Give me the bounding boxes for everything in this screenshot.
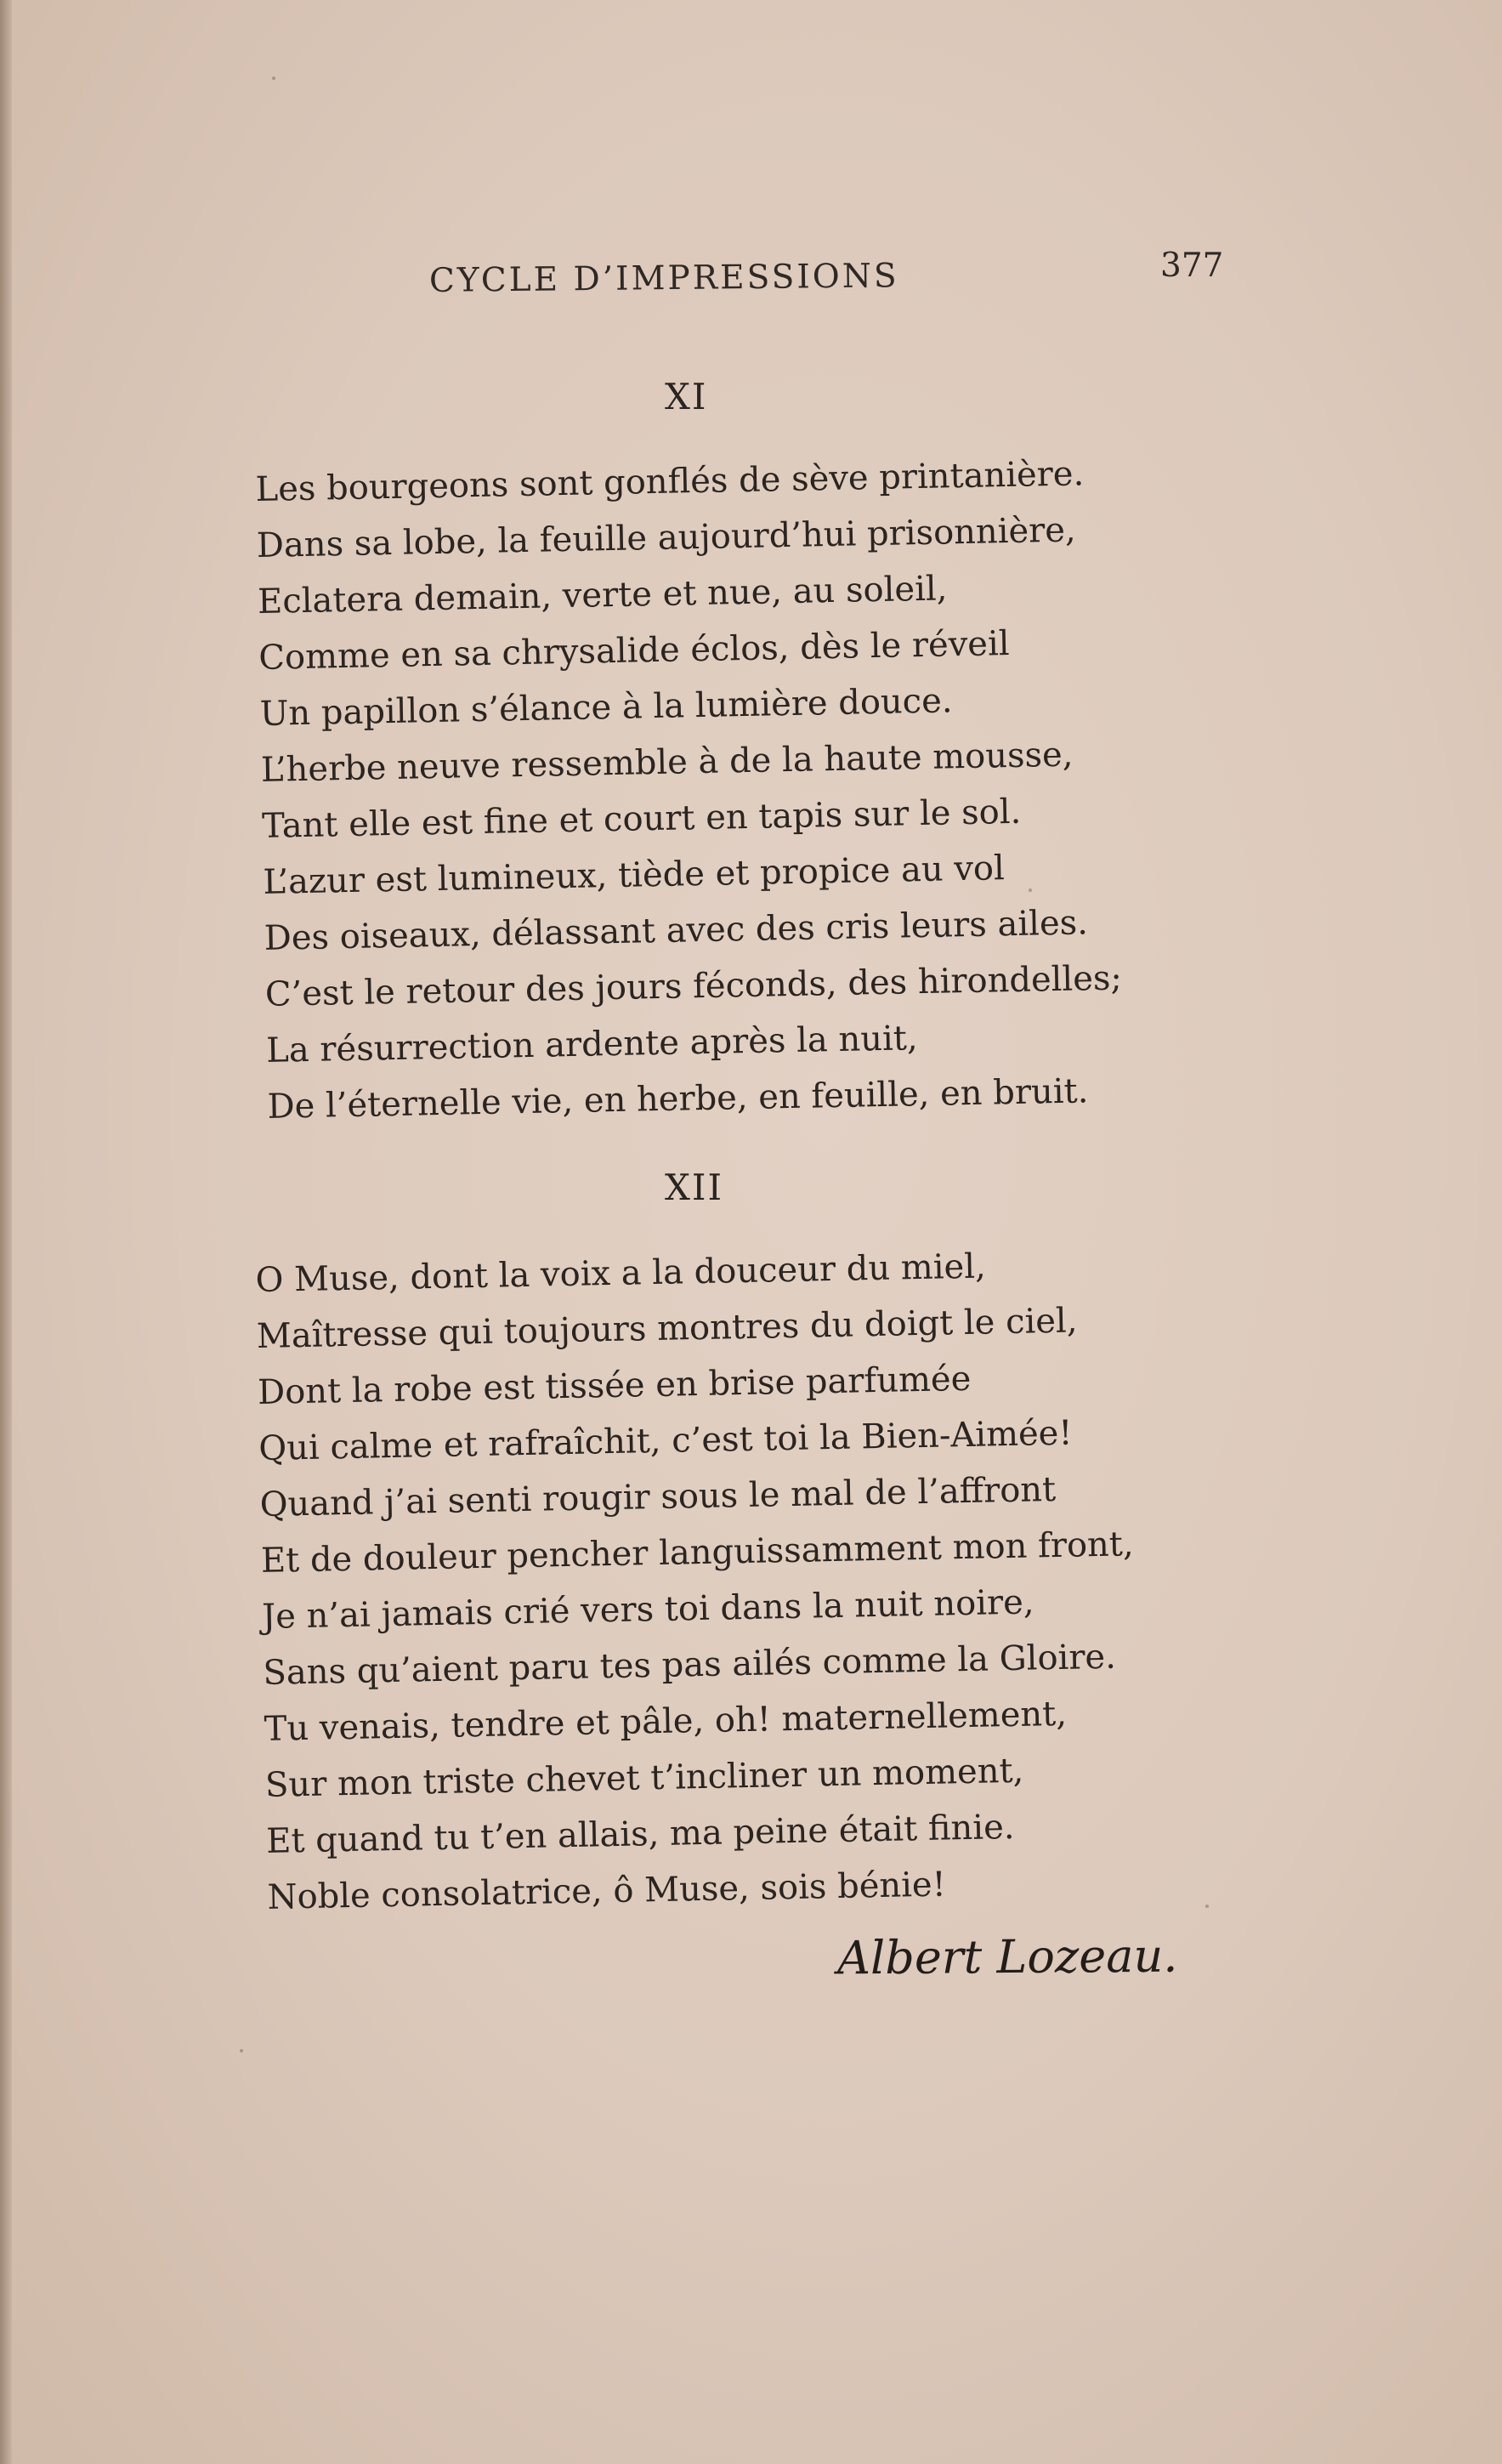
poem-line: O Muse, dont la voix a la douceur du miel, xyxy=(255,1246,987,1300)
poem-line: Un papillon s’élance à la lumière douce. xyxy=(259,681,953,734)
poem-line: L’azur est lumineux, tiède et propice au vol xyxy=(263,849,1006,902)
poem-line: Tant elle est fine et court en tapis sur le sol. xyxy=(261,792,1022,846)
poem-xi-stanza xyxy=(255,443,1254,1135)
poem-line: L’herbe neuve ressemble à de la haute mousse, xyxy=(260,735,1074,790)
author-signature: Albert Lozeau. xyxy=(836,1928,1178,1985)
poem-line: Eclatera demain, verte et nue, au soleil, xyxy=(257,569,948,622)
poem-line: Maîtresse qui toujours montres du doigt le ciel, xyxy=(256,1301,1078,1356)
paper-speck xyxy=(240,2049,243,2052)
poem-line: C’est le retour des jours féconds, des hirondelles; xyxy=(264,958,1123,1014)
running-title: CYCLE D’IMPRESSIONS xyxy=(428,257,899,300)
page-number: 377 xyxy=(1160,247,1224,285)
poem-line: Noble consolatrice, ô Muse, sois bénie! xyxy=(267,1865,947,1917)
poem-line: Je n’ai jamais crié vers toi dans la nuit noire, xyxy=(261,1582,1034,1637)
poem-line: Qui calme et rafraîchit, c’est toi la Bien-Aimée! xyxy=(258,1413,1073,1468)
poem-line: La résurrection ardente après la nuit, xyxy=(265,1019,918,1070)
poem-line: Les bourgeons sont gonflés de sève printanière. xyxy=(255,454,1085,509)
poem-line: Sur mon triste chevet t’incliner un moment, xyxy=(264,1751,1024,1805)
poem-line: Sans qu’aient paru tes pas ailés comme la Gloire. xyxy=(263,1637,1117,1693)
paper-speck xyxy=(1029,889,1032,892)
poem-line: Tu venais, tendre et pâle, oh! maternellement, xyxy=(264,1694,1068,1749)
poem-line: Dont la robe est tissée en brise parfumée xyxy=(257,1359,972,1412)
poem-line: De l’éternelle vie, en herbe, en feuille, en bruit. xyxy=(267,1071,1089,1127)
poem-line: Des oiseaux, délassant avec des cris leurs ailes. xyxy=(264,903,1089,958)
poem-line: Quand j’ai senti rougir sous le mal de l’affront xyxy=(259,1469,1057,1524)
poem-line: Comme en sa chrysalide éclos, dès le réveil xyxy=(258,624,1010,678)
poem-line: Et de douleur pencher languissamment mon front, xyxy=(260,1524,1135,1581)
poem-numeral-xi: XI xyxy=(665,376,708,417)
paper-speck xyxy=(272,77,275,80)
poem-numeral-xii: XII xyxy=(665,1167,724,1208)
paper-speck xyxy=(1205,1905,1209,1908)
poem-line: Et quand tu t’en allais, ma peine était finie. xyxy=(265,1807,1015,1861)
poem-xii-stanza xyxy=(255,1234,1254,1926)
page-binding-edge xyxy=(0,0,12,2464)
poem-line: Dans sa lobe, la feuille aujourd’hui prisonnière, xyxy=(256,510,1077,565)
